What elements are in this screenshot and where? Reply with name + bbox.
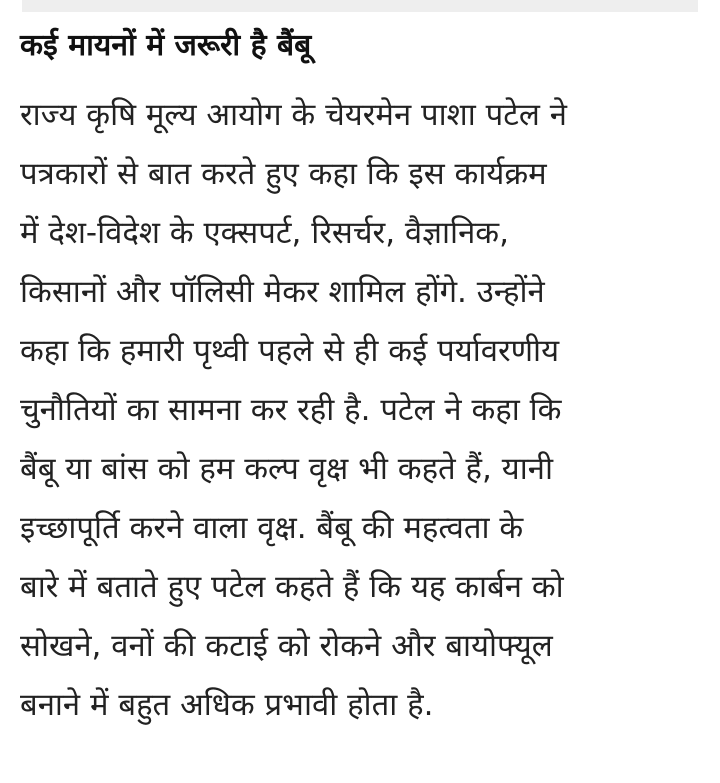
article-headline: कई मायनों में जरूरी है बैंबू: [20, 28, 312, 63]
body-line: पत्रकारों से बात करते हुए कहा कि इस कार्यक्रम: [20, 156, 547, 192]
body-line: किसानों और पॉलिसी मेकर शामिल होंगे. उन्होंने: [20, 274, 545, 310]
body-line: बारे में बताते हुए पटेल कहते हैं कि यह कार्बन को: [20, 569, 564, 605]
body-line: कहा कि हमारी पृथ्वी पहले से ही कई पर्यावरणीय: [20, 333, 560, 369]
top-divider-bar: [22, 0, 698, 12]
body-line: राज्य कृषि मूल्य आयोग के चेयरमेन पाशा पटेल ने: [20, 97, 567, 133]
body-line: चुनौतियों का सामना कर रही है. पटेल ने कहा कि: [20, 392, 562, 428]
body-line: बनाने में बहुत अधिक प्रभावी होता है.: [20, 687, 434, 723]
body-line: बैंबू या बांस को हम कल्प वृक्ष भी कहते हैं, यानी: [20, 451, 553, 487]
body-line: इच्छापूर्ति करने वाला वृक्ष. बैंबू की महत्वता के: [20, 510, 524, 546]
article-body: [20, 86, 700, 735]
body-line: में देश-विदेश के एक्सपर्ट, रिसर्चर, वैज्ञानिक,: [20, 215, 509, 251]
article: [20, 22, 700, 735]
body-line: सोखने, वनों की कटाई को रोकने और बायोफ्यूल: [20, 628, 553, 664]
